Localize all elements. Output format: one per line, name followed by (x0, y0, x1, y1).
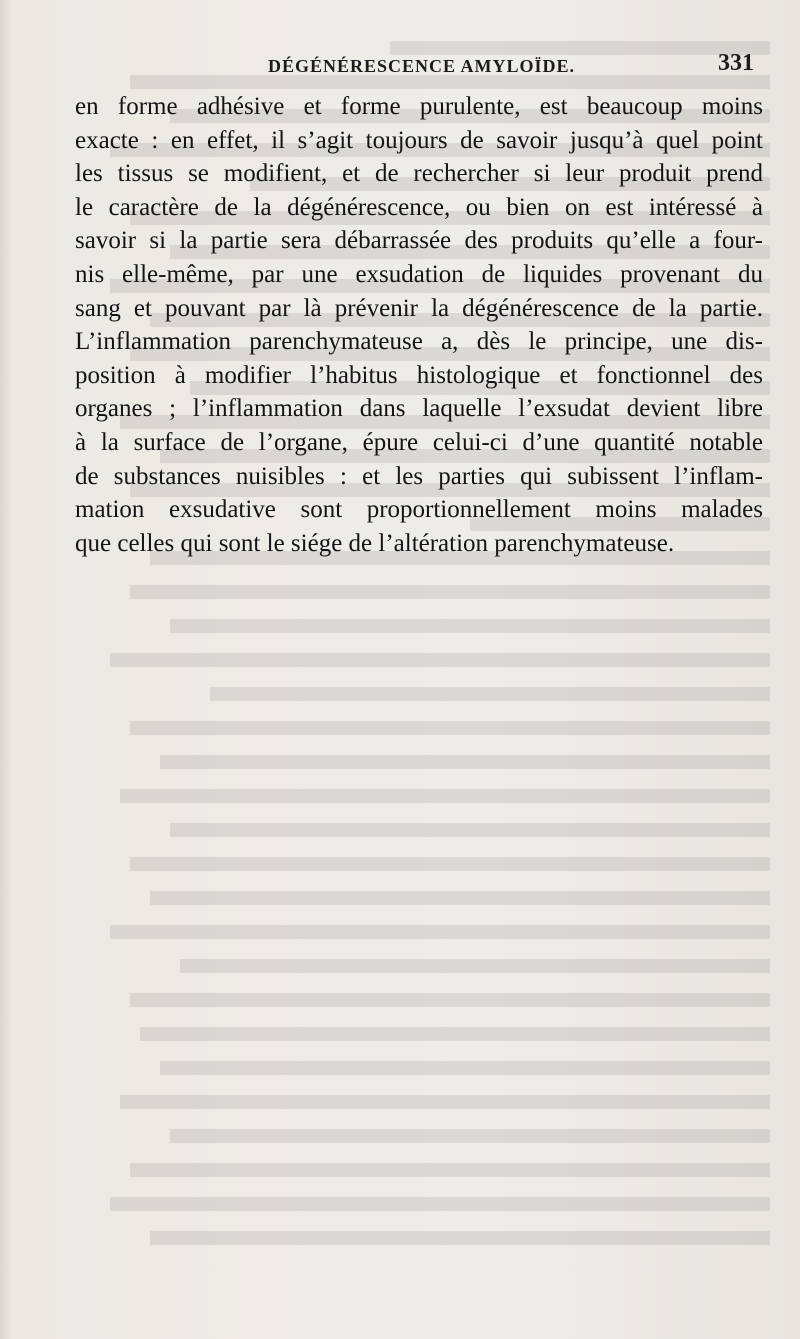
text-line: nis elle-même, par une exsudation de liquides provenant du (75, 260, 763, 288)
text-line: L’inflammation parenchymateuse a, dès le principe, une dis- (75, 328, 763, 356)
text-line: mation exsudative sont proportionnellement moins malades (75, 496, 763, 524)
text-line: exacte : en effet, il s’agit toujours de savoir jusqu’à quel point (75, 126, 763, 154)
text-line: les tissus se modifient, et de rechercher si leur produit prend (75, 160, 763, 188)
text-line: organes ; l’inflammation dans laquelle l’exsudat devient libre (75, 395, 763, 423)
text-line: sang et pouvant par là prévenir la dégénérescence de la partie. (75, 294, 763, 322)
body-paragraph (75, 90, 763, 560)
text-line: le caractère de la dégénérescence, ou bien on est intéressé à (75, 193, 763, 221)
text-line: en forme adhésive et forme purulente, est beaucoup moins (75, 93, 763, 120)
text-line: de substances nuisibles : et les parties qui subissent l’inflam- (75, 462, 763, 490)
text-line: savoir si la partie sera débarrassée des produits qu’elle a four- (75, 227, 763, 255)
text-line: position à modifier l’habitus histologique et fonctionnel des (75, 361, 763, 389)
running-head: DÉGÉNÉRESCENCE AMYLOÏDE. (268, 56, 576, 76)
page-number: 331 (718, 50, 754, 76)
text-line: à la surface de l’organe, épure celui-ci d’une quantité notable (75, 428, 763, 456)
text-line: que celles qui sont le siége de l’altération parenchymateuse. (75, 529, 675, 557)
